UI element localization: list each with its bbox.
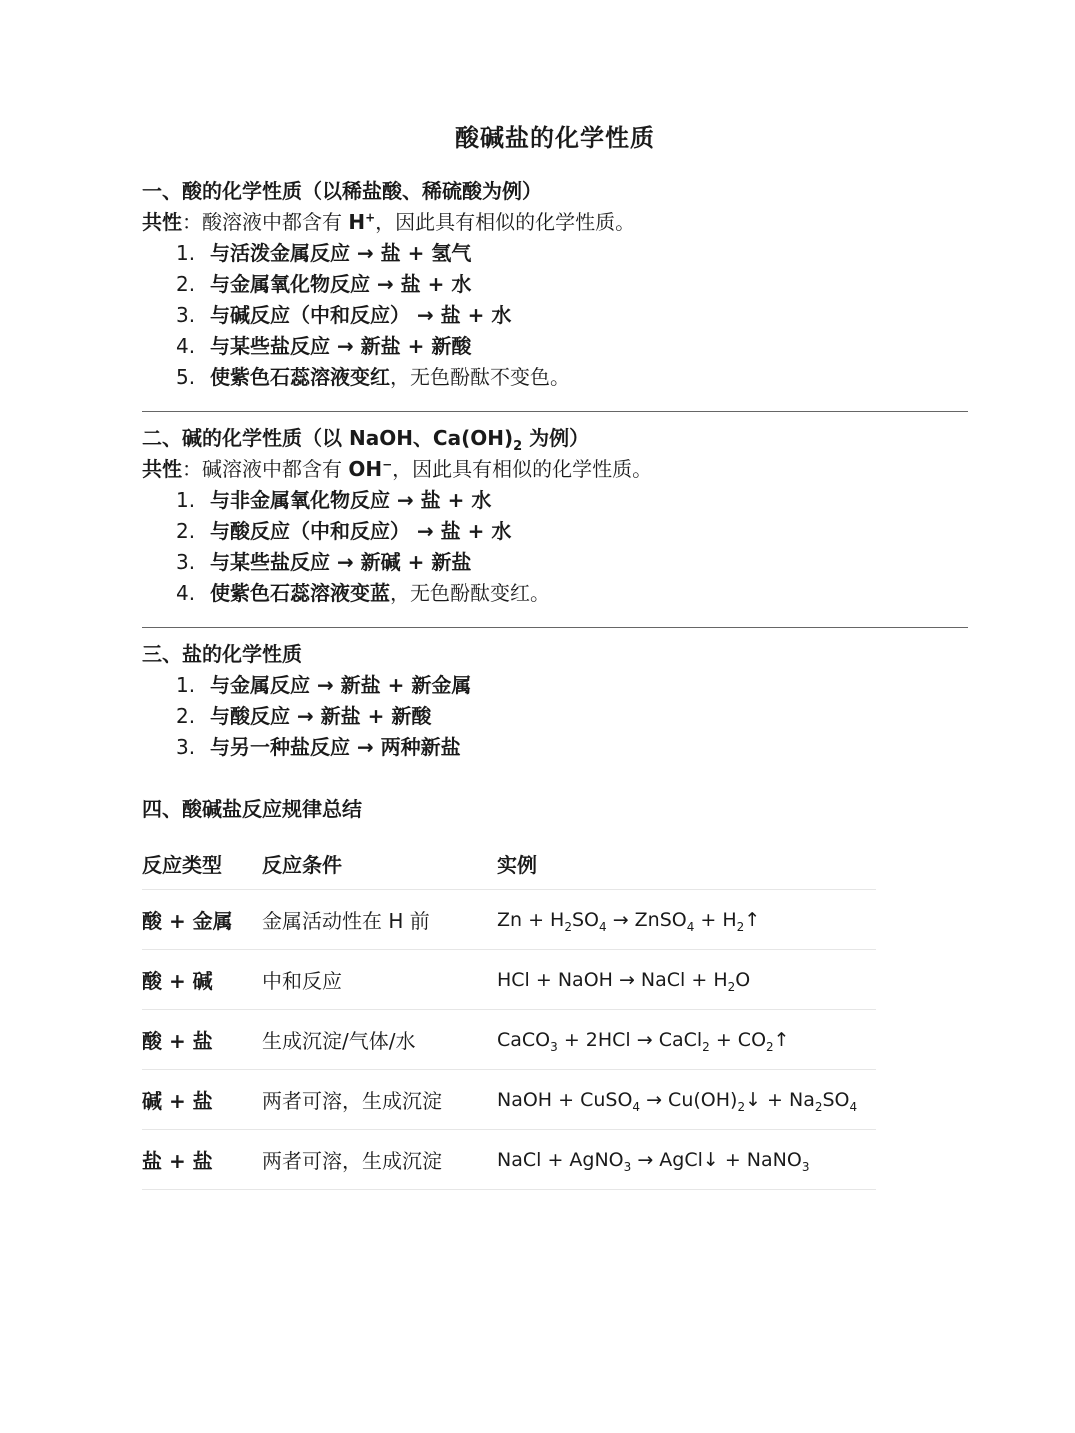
formula-subscript: 4 — [599, 919, 607, 934]
cell-reaction-example — [497, 950, 876, 1010]
list-item-tail: ，无色酚酞不变色。 — [390, 365, 570, 389]
formula-text: → Cu(OH) — [640, 1088, 738, 1111]
list-item-tail: ，无色酚酞变红。 — [390, 581, 550, 605]
formula-text: ↑ — [744, 908, 761, 931]
formula-text: NaOH + CuSO — [497, 1088, 633, 1111]
common-ion-charge: − — [382, 457, 393, 472]
list-item-number: 3. — [176, 735, 196, 759]
list-item — [176, 732, 968, 763]
cell-reaction-type: 酸 + 盐 — [142, 1010, 262, 1070]
list-item-text: 与某些盐反应 → 新碱 + 新盐 — [210, 550, 472, 574]
list-item-number: 2. — [176, 704, 196, 728]
list-item-text: 与金属氧化物反应 → 盐 + 水 — [210, 272, 472, 296]
cell-reaction-condition: 两者可溶，生成沉淀 — [262, 1130, 497, 1190]
list-item — [176, 547, 968, 578]
header-type: 反应类型 — [142, 837, 262, 890]
list-item-number: 5. — [176, 365, 196, 389]
formula-text: + CO — [709, 1028, 767, 1051]
base-common-property — [142, 454, 968, 485]
acid-common-property — [142, 207, 968, 238]
list-item — [176, 701, 968, 732]
list-item — [176, 238, 968, 269]
section-base-heading — [142, 422, 968, 454]
list-item-number: 2. — [176, 519, 196, 543]
header-condition: 反应条件 — [262, 837, 497, 890]
list-item-number: 1. — [176, 241, 196, 265]
list-item-number: 1. — [176, 673, 196, 697]
list-item-text: 与另一种盐反应 → 两种新盐 — [210, 735, 461, 759]
section-acid-heading: 一、酸的化学性质（以稀盐酸、稀硫酸为例） — [142, 179, 542, 203]
common-ion: OH — [348, 457, 383, 481]
common-text-pre: ：碱溶液中都含有 — [182, 457, 349, 481]
formula-text: HCl + NaOH → NaCl + H — [497, 968, 728, 991]
table-row — [142, 1130, 876, 1190]
section-salt-heading: 三、盐的化学性质 — [142, 642, 302, 666]
formula-text: → AgCl↓ + NaNO — [631, 1148, 802, 1171]
list-item — [176, 300, 968, 331]
list-item-text: 与非金属氧化物反应 → 盐 + 水 — [210, 488, 492, 512]
list-item — [176, 670, 968, 701]
cell-reaction-example — [497, 1070, 876, 1130]
cell-reaction-type: 盐 + 盐 — [142, 1130, 262, 1190]
formula-subscript: 3 — [801, 1159, 810, 1174]
common-ion-charge: + — [365, 210, 376, 225]
cell-reaction-type: 酸 + 碱 — [142, 950, 262, 1010]
common-label: 共性 — [142, 210, 182, 234]
common-text-post: ，因此具有相似的化学性质。 — [375, 210, 636, 234]
list-item-text: 使紫色石蕊溶液变蓝 — [210, 581, 390, 605]
heading-pre: 二、碱的化学性质（以 NaOH、Ca(OH) — [142, 426, 514, 450]
section-base — [142, 422, 968, 609]
list-item-text: 与金属反应 → 新盐 + 新金属 — [210, 673, 472, 697]
table-row — [142, 950, 876, 1010]
cell-reaction-example — [497, 890, 876, 950]
formula-subscript: 2 — [737, 1099, 746, 1114]
list-item-number: 4. — [176, 581, 196, 605]
formula-subscript: 4 — [686, 919, 695, 934]
section-summary-heading: 四、酸碱盐反应规律总结 — [142, 797, 362, 821]
section-acid — [142, 175, 968, 393]
formula-text: + 2HCl → CaCl — [557, 1028, 703, 1051]
common-label: 共性 — [142, 457, 182, 481]
common-ion: H — [348, 210, 366, 234]
formula-text: → ZnSO — [606, 908, 687, 931]
salt-property-list — [142, 670, 968, 763]
section-divider — [142, 627, 968, 628]
formula-text: Zn + H — [497, 908, 565, 931]
formula-subscript: 4 — [632, 1099, 641, 1114]
formula-text: O — [735, 968, 751, 991]
page-title: 酸碱盐的化学性质 — [455, 124, 655, 152]
table-row — [142, 890, 876, 950]
common-text-pre: ：酸溶液中都含有 — [182, 210, 349, 234]
list-item — [176, 485, 968, 516]
section-summary — [142, 793, 968, 1190]
list-item — [176, 578, 968, 609]
formula-subscript: 2 — [727, 979, 736, 994]
header-example: 实例 — [497, 837, 876, 890]
summary-table-body — [142, 890, 876, 1190]
cell-reaction-condition: 中和反应 — [262, 950, 497, 1010]
list-item — [176, 269, 968, 300]
formula-subscript: 2 — [736, 919, 745, 934]
cell-reaction-example — [497, 1130, 876, 1190]
section-divider — [142, 411, 968, 412]
heading-post: 为例） — [522, 426, 590, 450]
list-item-text: 与某些盐反应 → 新盐 + 新酸 — [210, 334, 472, 358]
list-item-number: 1. — [176, 488, 196, 512]
formula-text: ↓ + Na — [745, 1088, 815, 1111]
formula-text: SO — [572, 908, 600, 931]
list-item-number: 3. — [176, 303, 196, 327]
formula-subscript: 4 — [849, 1099, 858, 1114]
formula-subscript: 2 — [814, 1099, 823, 1114]
cell-reaction-condition: 生成沉淀/气体/水 — [262, 1010, 497, 1070]
table-row — [142, 1010, 876, 1070]
document-page — [142, 118, 968, 1190]
list-item-text: 与酸反应 → 新盐 + 新酸 — [210, 704, 432, 728]
base-property-list — [142, 485, 968, 609]
list-item-number: 2. — [176, 272, 196, 296]
list-item-number: 4. — [176, 334, 196, 358]
list-item — [176, 331, 968, 362]
heading-sub: 2 — [513, 439, 523, 454]
cell-reaction-condition: 两者可溶，生成沉淀 — [262, 1070, 497, 1130]
formula-subscript: 3 — [550, 1039, 558, 1054]
common-text-post: ，因此具有相似的化学性质。 — [392, 457, 653, 481]
formula-subscript: 2 — [766, 1039, 774, 1054]
list-item — [176, 516, 968, 547]
list-item-text: 使紫色石蕊溶液变红 — [210, 365, 390, 389]
cell-reaction-condition: 金属活动性在 H 前 — [262, 890, 497, 950]
formula-subscript: 2 — [564, 919, 572, 934]
formula-text: + H — [694, 908, 737, 931]
list-item-text: 与碱反应（中和反应） → 盐 + 水 — [210, 303, 512, 327]
section-salt — [142, 638, 968, 763]
list-item-text: 与活泼金属反应 → 盐 + 氢气 — [210, 241, 472, 265]
cell-reaction-type: 酸 + 金属 — [142, 890, 262, 950]
table-row — [142, 1070, 876, 1130]
cell-reaction-example — [497, 1010, 876, 1070]
formula-text: CaCO — [497, 1028, 551, 1051]
formula-text: ↑ — [773, 1028, 790, 1051]
formula-text: SO — [822, 1088, 850, 1111]
cell-reaction-type: 碱 + 盐 — [142, 1070, 262, 1130]
list-item-text: 与酸反应（中和反应） → 盐 + 水 — [210, 519, 512, 543]
table-header-row — [142, 837, 876, 890]
list-item-number: 3. — [176, 550, 196, 574]
acid-property-list — [142, 238, 968, 393]
formula-text: NaCl + AgNO — [497, 1148, 624, 1171]
list-item — [176, 362, 968, 393]
summary-table — [142, 837, 876, 1190]
formula-subscript: 3 — [623, 1159, 632, 1174]
formula-subscript: 2 — [702, 1039, 710, 1054]
